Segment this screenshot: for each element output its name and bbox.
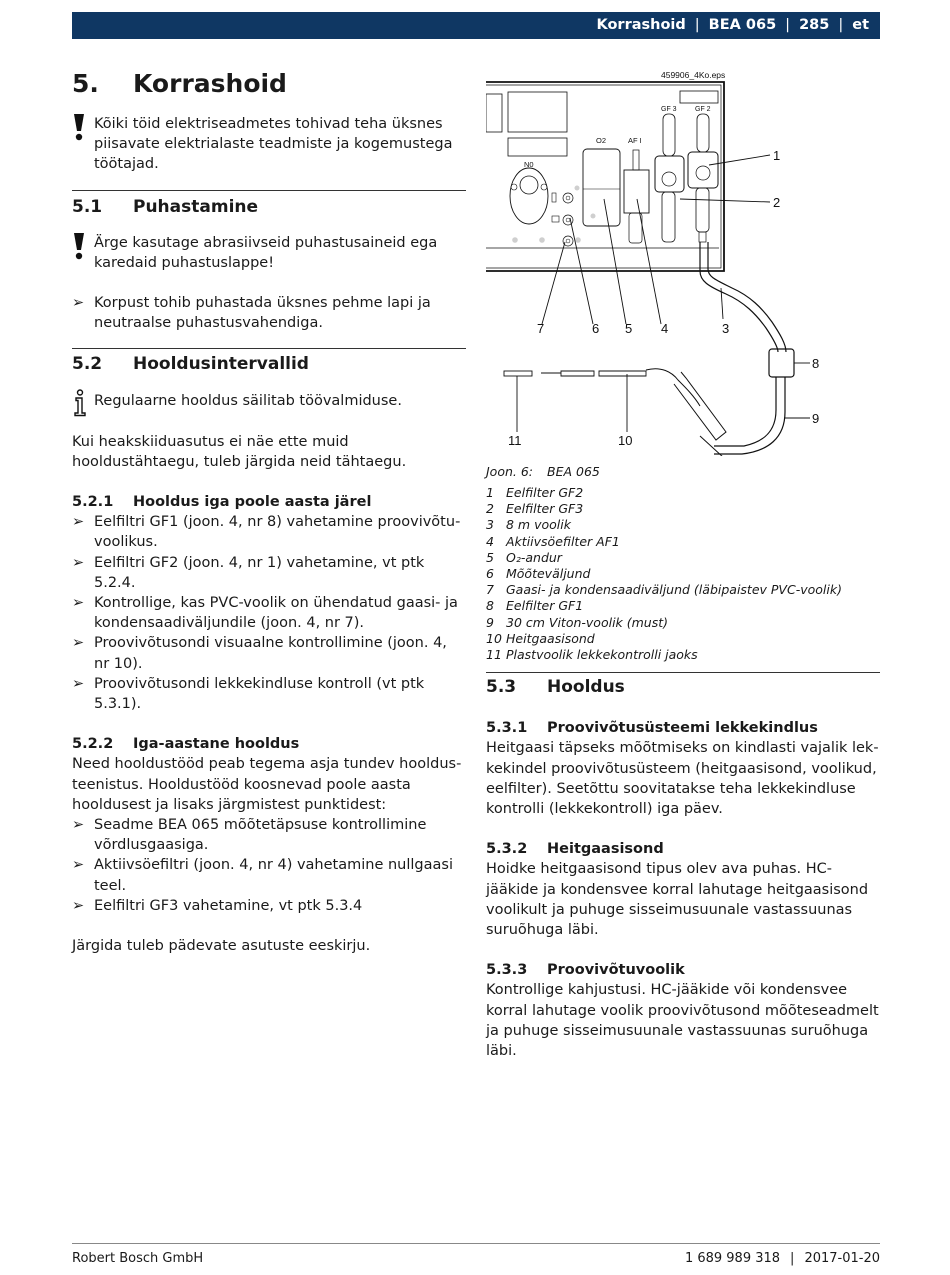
- legend-text: Heitgaasisond: [506, 630, 595, 646]
- list-item: [72, 512, 466, 552]
- electric-note-text: Kõiki töid elektriseadmetes tohivad teha üksnes piisavate elektrialaste teadmiste ja kogemustega töötajad.: [94, 116, 453, 173]
- section-title: Heitgaasisond: [547, 841, 664, 858]
- legend-number: 2: [486, 501, 494, 517]
- callout-6: 6: [592, 321, 600, 336]
- legend-number: 5: [486, 549, 494, 565]
- legend-item: [486, 598, 880, 614]
- section-number: 5.3.3: [486, 962, 528, 979]
- section-5-3-2-heading: [486, 839, 880, 859]
- exclamation-icon: [72, 112, 86, 142]
- probe-paragraph: Hoidke heitgaasisond tipus olev ava puhas. HC-jääkide ja kondensvee korral lahutage heitgaasisond voolikult ja puhuge sisseimusuunale vastassuunas suruõhuga läbi.: [486, 861, 869, 939]
- legend-number: 7: [486, 582, 494, 598]
- authority-paragraph: Järgida tuleb pädevate asutuste eeskirju.: [72, 938, 371, 955]
- list-item-text: Proovivõtusondi lekkekindluse kontroll (vt ptk 5.3.1).: [94, 675, 425, 713]
- label-gf3: GF 3: [661, 106, 677, 113]
- section-number: 5.3.1: [486, 720, 528, 737]
- section-divider: [486, 672, 880, 673]
- callout-4: 4: [661, 321, 669, 336]
- hose-paragraph: Kontrollige kahjustusi. HC-jääkide või kondensvee korral lahutage voolik proovivõtusond mõõteseadmelt ja puhuge sisseimusuunale vastassuunas suruõhuga läbi.: [486, 982, 879, 1060]
- legend-number: 3: [486, 517, 494, 533]
- legend-number: 9: [486, 614, 494, 630]
- legend-number: 1: [486, 485, 494, 500]
- legend-number: 10: [486, 630, 502, 646]
- header-section: Korrashoid: [596, 17, 686, 33]
- list-item: [72, 855, 466, 895]
- legend-number: 4: [486, 533, 494, 549]
- header-separator: |: [785, 17, 791, 33]
- list-item: [72, 293, 466, 333]
- section-5-3-1-heading: [486, 718, 880, 738]
- arrow-bullet-icon: ➢: [72, 514, 85, 531]
- list-item: [72, 553, 466, 593]
- section-number: 5.2.1: [72, 494, 114, 511]
- section-number: 5.2.2: [72, 736, 114, 753]
- section-title: Hooldus iga poole aasta järel: [133, 494, 372, 511]
- section-title: Hooldus: [547, 677, 625, 698]
- arrow-bullet-icon: ➢: [72, 675, 85, 692]
- section-title: Hooldusintervallid: [133, 354, 309, 375]
- header-language: et: [852, 17, 869, 33]
- legend-number: 8: [486, 598, 494, 614]
- page-header-bar: [72, 12, 880, 39]
- legend-text: 8 m voolik: [506, 517, 571, 533]
- arrow-bullet-icon: ➢: [72, 857, 85, 874]
- legend-text: Gaasi- ja kondensaadiväljund (läbipaistev PVC-voolik): [506, 582, 842, 598]
- arrow-bullet-icon: ➢: [72, 554, 85, 571]
- left-column: [72, 66, 466, 956]
- list-item: [72, 815, 466, 855]
- cleaning-warning-text: Ärge kasutage abrasiivseid puhastusaineid ega karedaid puhastuslappe!: [94, 234, 438, 271]
- gf1-filter: [700, 349, 794, 456]
- arrow-bullet-icon: ➢: [72, 635, 85, 652]
- callout-2: 2: [773, 195, 781, 210]
- legend-item: [486, 485, 880, 501]
- annual-paragraph: Need hooldustööd peab tegema asja tundev hooldusteenistus. Hooldustööd koosnevad poole aasta hooldusest ja lisaks järgmistest punktidest:: [72, 756, 462, 813]
- list-item-text: Seadme BEA 065 mõõtetäpsuse kontrollimine võrdlusgaasiga.: [94, 817, 427, 854]
- footer-doc-number: 1 689 989 318: [684, 1251, 781, 1266]
- callout-8: 8: [812, 356, 820, 371]
- section-5-3-heading: [486, 676, 880, 698]
- device-panel: [486, 82, 786, 352]
- legend-item: [486, 566, 880, 582]
- header-separator: |: [694, 17, 700, 33]
- info-note-text: Regulaarne hooldus säilitab töövalmiduse.: [94, 393, 402, 410]
- section-title: Puhastamine: [133, 196, 259, 217]
- cleaning-warning: [72, 233, 466, 273]
- legend-number: 11: [486, 647, 502, 663]
- caption-title: BEA 065: [547, 464, 600, 479]
- label-n0: N0: [524, 160, 534, 169]
- callout-5: 5: [625, 321, 633, 336]
- arrow-bullet-icon: ➢: [72, 295, 85, 312]
- section-5-1-heading: [72, 196, 466, 218]
- callout-1: 1: [773, 148, 781, 163]
- list-item-text: Eelfiltri GF2 (joon. 4, nr 1) vahetamine, vt ptk 5.2.4.: [94, 554, 425, 591]
- footer-company: Robert Bosch GmbH: [72, 1251, 204, 1266]
- legend-number: 6: [486, 566, 494, 582]
- leak-paragraph: Heitgaasi täpseks mõõtmiseks on kindlasti vajalik lekkekindel proovivõtusüsteem (heitgaasisond, voolikud, eelfilter). Seetõttu soovitatakse teha lekkekindluse kontrolli (lekkekontroll) iga päev.: [486, 740, 879, 818]
- chapter-number: 5.: [72, 69, 99, 98]
- section-number: 5.2: [72, 354, 103, 375]
- figure-filename: 459906_4Ko.eps: [661, 70, 726, 80]
- footer-separator: |: [790, 1251, 795, 1266]
- list-item-text: Korpust tohib puhastada üksnes pehme lapi ja neutraalse puhastusvahendiga.: [94, 295, 431, 332]
- header-page-number: 285: [799, 17, 830, 33]
- section-5-2-2-heading: [72, 734, 466, 754]
- half-year-list: [72, 512, 466, 714]
- chapter-title: [72, 66, 466, 102]
- legend-text: Eelfilter GF2: [506, 485, 584, 500]
- device-figure: [486, 66, 880, 456]
- list-item-text: Proovivõtusondi visuaalne kontrollimine (joon. 4, nr 10).: [94, 635, 447, 672]
- legend-text: Plastvoolik lekkekontrolli jaoks: [506, 647, 698, 663]
- list-item-text: Aktiivsöefiltri (joon. 4, nr 4) vahetamine nullgaasi teel.: [94, 857, 453, 894]
- callout-10: 10: [618, 433, 633, 448]
- legend-text: Eelfilter GF1: [506, 598, 584, 614]
- section-number: 5.1: [72, 196, 103, 217]
- legend-item: [486, 550, 880, 566]
- list-item: [72, 896, 466, 916]
- section-title: Iga-aastane hooldus: [133, 736, 300, 753]
- section-number: 5.3: [486, 677, 517, 698]
- list-item: [72, 593, 466, 633]
- legend-item: [486, 517, 880, 533]
- caption-label: Joon. 6:: [486, 464, 534, 479]
- list-item: [72, 674, 466, 714]
- legend-text: Mõõteväljund: [506, 566, 591, 582]
- label-gf2: GF 2: [695, 106, 711, 113]
- chapter-title-text: Korrashoid: [133, 69, 287, 98]
- callout-3: 3: [722, 321, 730, 336]
- legend-text: Aktiivsöefilter AF1: [506, 533, 620, 549]
- header-product: BEA 065: [708, 17, 777, 33]
- legend-item: [486, 631, 880, 647]
- figure-legend: [486, 485, 880, 663]
- list-item: [72, 633, 466, 673]
- section-title: Proovivõtuvoolik: [547, 962, 685, 979]
- section-number: 5.3.2: [486, 841, 528, 858]
- legend-item: [486, 501, 880, 517]
- legend-text: Eelfilter GF3: [506, 501, 584, 517]
- figure-caption: [486, 464, 880, 480]
- footer-divider: [72, 1243, 880, 1244]
- callout-11: 11: [508, 433, 522, 448]
- legend-text: O₂-andur: [506, 549, 562, 565]
- right-column: [486, 66, 880, 1061]
- section-divider: [72, 348, 466, 349]
- callout-9: 9: [812, 411, 820, 426]
- section-divider: [72, 190, 466, 191]
- footer-meta: [685, 1251, 880, 1267]
- arrow-bullet-icon: ➢: [72, 897, 85, 914]
- list-item-text: Kontrollige, kas PVC-voolik on ühendatud gaasi- ja kondensaadiväljundile (joon. 4, nr 7).: [94, 595, 458, 632]
- footer-date: 2017-01-20: [804, 1251, 880, 1266]
- legend-item: [486, 582, 880, 598]
- legend-text: 30 cm Viton-voolik (must): [506, 614, 669, 630]
- info-note: [72, 391, 466, 411]
- legend-item: [486, 534, 880, 550]
- legend-item: [486, 615, 880, 631]
- interval-paragraph: Kui heakskiiduasutus ei näe ette muid hooldustähtaegu, tuleb järgida neid tähtaegu.: [72, 433, 407, 470]
- legend-item: [486, 647, 880, 663]
- callout-lines: [517, 155, 810, 432]
- arrow-bullet-icon: ➢: [72, 817, 85, 834]
- label-af1: AF I: [628, 136, 642, 145]
- cleaning-actions: [72, 293, 466, 333]
- exclamation-icon: [72, 231, 86, 261]
- section-5-3-3-heading: [486, 960, 880, 980]
- list-item-text: Eelfiltri GF1 (joon. 4, nr 8) vahetamine proovivõtuvoolikus.: [94, 514, 461, 551]
- section-title: Proovivõtusüsteemi lekkekindlus: [547, 720, 818, 737]
- info-icon: [72, 389, 88, 417]
- probe-parts: [504, 369, 726, 440]
- callout-7: 7: [537, 321, 545, 336]
- section-5-2-1-heading: [72, 492, 466, 512]
- electric-note: [72, 114, 466, 175]
- arrow-bullet-icon: ➢: [72, 595, 85, 612]
- section-5-2-heading: [72, 353, 466, 375]
- annual-list: [72, 815, 466, 916]
- list-item-text: Eelfiltri GF3 vahetamine, vt ptk 5.3.4: [94, 897, 363, 914]
- label-o2: O2: [596, 136, 607, 145]
- header-separator: |: [838, 17, 844, 33]
